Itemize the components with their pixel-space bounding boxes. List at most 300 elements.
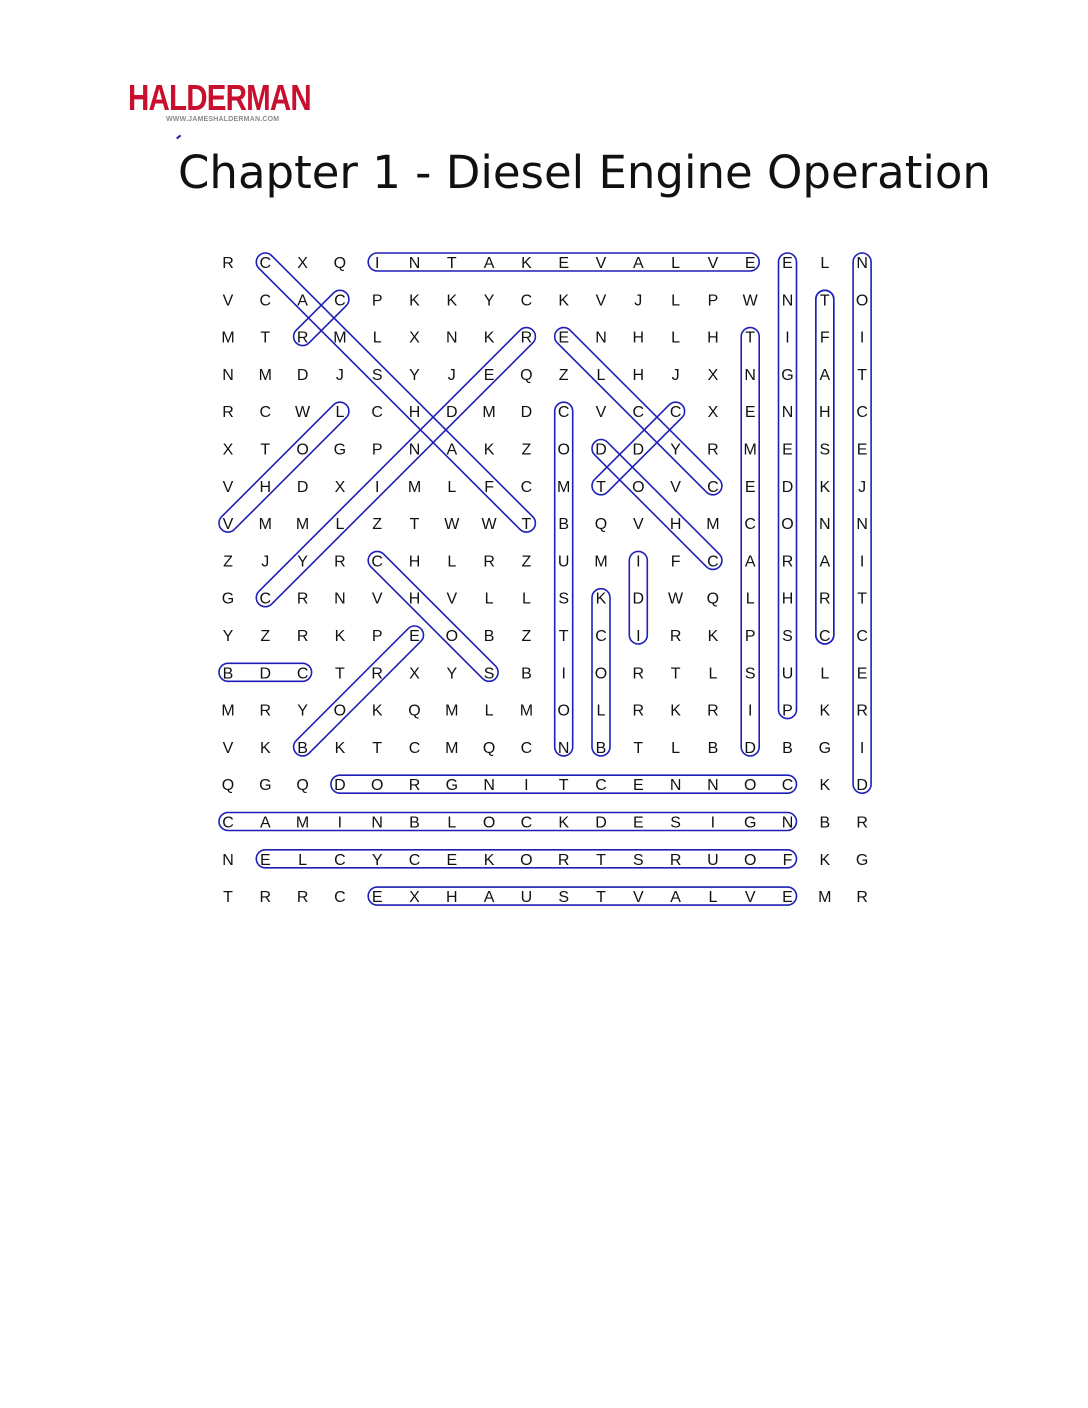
grid-letter: M — [706, 516, 720, 534]
grid-letter: D — [520, 404, 533, 422]
grid-letter: T — [521, 516, 532, 534]
grid-letter: D — [744, 739, 756, 757]
grid-letter: C — [296, 665, 309, 683]
grid-letter: O — [557, 702, 570, 720]
grid-letter: V — [595, 292, 607, 310]
grid-letter: R — [707, 441, 719, 459]
grid-letter: K — [371, 702, 383, 720]
grid-letter: X — [222, 441, 234, 459]
grid-letter: H — [408, 590, 421, 608]
grid-letter: N — [669, 777, 682, 795]
grid-letter: N — [819, 516, 831, 534]
grid-letter: C — [819, 628, 831, 645]
grid-letter: Z — [521, 441, 532, 459]
grid-letter: E — [744, 255, 756, 272]
grid-letter: Y — [371, 851, 383, 869]
grid-letter: J — [671, 366, 680, 384]
grid-letter: K — [483, 851, 495, 869]
grid-letter: X — [707, 404, 719, 422]
grid-letter: V — [222, 292, 234, 310]
grid-letter: M — [407, 478, 422, 496]
grid-letter: L — [298, 851, 308, 869]
grid-letter: U — [781, 665, 794, 683]
grid-letter: C — [557, 404, 570, 422]
grid-letter: M — [258, 516, 272, 534]
grid-letter: D — [781, 478, 794, 496]
grid-letter: V — [632, 516, 644, 534]
grid-letter: S — [371, 366, 383, 384]
grid-letter: O — [557, 441, 570, 459]
grid-letter: L — [820, 665, 830, 683]
grid-letter: T — [596, 889, 606, 907]
grid-letter: O — [743, 851, 757, 869]
grid-letter: N — [856, 255, 868, 272]
grid-letter: X — [297, 255, 308, 272]
grid-letter: P — [707, 292, 719, 310]
grid-letter: N — [781, 292, 794, 310]
grid-letter: C — [222, 814, 234, 832]
grid-letter: R — [632, 702, 645, 720]
grid-letter: B — [297, 739, 308, 757]
found-word-circle-12 — [588, 436, 725, 573]
grid-letter: R — [669, 851, 682, 869]
grid-letter: O — [855, 292, 869, 310]
grid-letter: T — [223, 889, 233, 907]
grid-letter: M — [519, 702, 534, 720]
grid-letter: C — [632, 404, 645, 422]
grid-letter: K — [483, 329, 495, 347]
grid-letter: R — [781, 553, 794, 571]
grid-letter: W — [481, 516, 497, 534]
grid-letter: L — [596, 702, 606, 720]
grid-letter: M — [333, 329, 347, 347]
grid-letter: N — [371, 814, 383, 832]
grid-letter: K — [819, 851, 831, 869]
grid-letter: R — [856, 814, 868, 832]
grid-letter: S — [670, 814, 681, 832]
grid-letter: S — [782, 628, 793, 645]
found-word-circle-14 — [364, 548, 501, 685]
grid-letter: N — [781, 404, 794, 422]
grid-letter: J — [261, 553, 270, 571]
grid-letter: C — [408, 851, 421, 869]
found-word-circle-6 — [253, 249, 540, 536]
grid-letter: A — [632, 255, 644, 272]
grid-letter: V — [595, 255, 607, 272]
grid-letter: L — [671, 292, 681, 310]
grid-letter: B — [819, 814, 831, 832]
grid-letter: R — [819, 590, 831, 608]
grid-letter: A — [297, 292, 308, 310]
grid-letter: I — [374, 478, 380, 496]
grid-letter: H — [408, 553, 421, 571]
grid-letter: O — [743, 777, 757, 795]
grid-letter: G — [818, 739, 832, 757]
grid-letter: B — [558, 516, 570, 534]
grid-letter: R — [669, 628, 682, 645]
grid-letter: S — [558, 590, 570, 608]
grid-letter: K — [334, 739, 346, 757]
grid-letter: D — [856, 777, 868, 795]
grid-letter: Y — [297, 553, 308, 571]
grid-letter: N — [856, 516, 868, 534]
grid-letter: K — [670, 702, 681, 720]
grid-letter: Q — [520, 366, 533, 384]
grid-letter: Q — [482, 739, 496, 757]
grid-letter: B — [409, 814, 420, 832]
grid-letter: L — [447, 478, 457, 496]
logo-url: WWW.JAMESHALDERMAN.COM — [166, 116, 280, 123]
grid-letter: D — [595, 441, 607, 459]
grid-letter: Y — [297, 702, 308, 720]
grid-letter: Q — [594, 516, 608, 534]
grid-letter: N — [408, 255, 421, 272]
grid-letter: O — [594, 665, 608, 683]
grid-letter: R — [296, 590, 309, 608]
grid-letter: N — [222, 851, 234, 869]
grid-letter: L — [708, 665, 718, 683]
grid-letter: C — [707, 478, 719, 496]
grid-letter: L — [671, 255, 681, 272]
grid-letter: M — [221, 702, 235, 720]
grid-letter: R — [557, 851, 570, 869]
grid-letter: N — [781, 814, 794, 832]
grid-letter: U — [557, 553, 570, 571]
grid-letter: M — [818, 889, 832, 907]
grid-letter: W — [668, 590, 684, 608]
grid-letter: Q — [296, 777, 309, 795]
grid-letter: T — [409, 516, 420, 534]
grid-letter: C — [371, 404, 383, 422]
grid-letter: M — [295, 516, 310, 534]
grid-letter: I — [747, 702, 753, 720]
grid-letter: L — [671, 739, 681, 757]
grid-letter: M — [221, 329, 235, 347]
page-title: Chapter 1 - Diesel Engine Operation — [178, 146, 991, 199]
grid-letter: C — [334, 292, 346, 310]
grid-letter: H — [669, 516, 682, 534]
grid-letter: R — [296, 628, 309, 645]
grid-letter: F — [819, 329, 830, 347]
grid-letter: L — [708, 889, 718, 907]
grid-letter: L — [820, 255, 830, 272]
grid-letter: C — [856, 628, 868, 645]
grid-letter: C — [259, 404, 272, 422]
grid-letter: I — [636, 553, 641, 571]
grid-letter: N — [595, 329, 607, 347]
grid-letter: K — [446, 292, 458, 310]
grid-letter: M — [594, 553, 608, 571]
grid-letter: S — [483, 665, 495, 683]
grid-letter: R — [222, 255, 234, 272]
grid-letter: K — [558, 292, 570, 310]
grid-letter: B — [595, 739, 607, 757]
grid-letter: T — [819, 292, 830, 310]
grid-letter: O — [333, 702, 347, 720]
grid-letter: E — [446, 851, 458, 869]
grid-letter: J — [447, 366, 456, 384]
found-word-circle-22 — [368, 887, 796, 905]
grid-letter: N — [744, 366, 756, 384]
grid-letter: V — [632, 889, 644, 907]
grid-letter: R — [259, 702, 272, 720]
grid-letter: Y — [446, 665, 458, 683]
grid-letter: H — [819, 404, 831, 422]
grid-letter: G — [445, 777, 459, 795]
grid-letter: E — [744, 404, 756, 422]
grid-letter: V — [707, 255, 719, 272]
grid-letter: P — [371, 628, 383, 645]
grid-letter: O — [445, 628, 459, 645]
grid-letter: L — [447, 553, 457, 571]
grid-letter: E — [744, 478, 756, 496]
grid-letter: T — [857, 590, 867, 608]
grid-letter: C — [520, 478, 533, 496]
grid-letter: T — [446, 255, 457, 272]
grid-letter: O — [781, 516, 794, 534]
grid-letter: L — [447, 814, 457, 832]
grid-letter: R — [856, 702, 868, 720]
grid-letter: G — [333, 441, 347, 459]
grid-letter: K — [521, 255, 532, 272]
grid-letter: A — [446, 441, 458, 459]
grid-letter: X — [409, 665, 420, 683]
grid-letter: M — [445, 702, 459, 720]
grid-letter: R — [520, 329, 533, 347]
grid-letter: C — [520, 739, 533, 757]
grid-letter: M — [445, 739, 459, 757]
grid-letter: V — [744, 889, 756, 907]
grid-letter: V — [670, 478, 681, 496]
grid-letter: Q — [706, 590, 720, 608]
grid-letter: T — [558, 628, 569, 645]
grid-letter: D — [595, 814, 607, 832]
grid-letter: D — [259, 665, 272, 683]
grid-letter: Z — [223, 553, 233, 571]
grid-letter: M — [295, 814, 310, 832]
grid-letter: K — [334, 628, 346, 645]
grid-letter: E — [782, 255, 793, 272]
grid-letter: Z — [260, 628, 271, 645]
grid-letter: K — [409, 292, 420, 310]
grid-letter: C — [408, 739, 421, 757]
grid-letter: E — [782, 889, 793, 907]
grid-letter: T — [745, 329, 756, 347]
grid-letter: O — [520, 851, 533, 869]
grid-letter: D — [296, 478, 309, 496]
grid-letter: I — [859, 553, 865, 571]
grid-letter: C — [334, 889, 346, 907]
grid-letter: O — [632, 478, 645, 496]
grid-letter: T — [260, 329, 271, 347]
grid-letter: P — [371, 292, 383, 310]
grid-letter: G — [221, 590, 235, 608]
grid-letter: H — [707, 329, 719, 347]
grid-letter: R — [632, 665, 645, 683]
grid-letter: A — [670, 889, 681, 907]
grid-letter: T — [558, 777, 569, 795]
letter-grid — [221, 255, 868, 906]
grid-letter: F — [484, 478, 494, 496]
grid-letter: Z — [521, 628, 532, 645]
grid-letter: I — [374, 255, 380, 272]
grid-letter: M — [557, 478, 571, 496]
grid-letter: L — [335, 516, 345, 534]
grid-letter: H — [632, 329, 645, 347]
grid-letter: M — [258, 366, 272, 384]
grid-letter: I — [710, 814, 716, 832]
grid-letter: M — [482, 404, 496, 422]
grid-letter: H — [446, 889, 458, 907]
grid-letter: V — [595, 404, 607, 422]
grid-letter: I — [785, 329, 790, 347]
grid-letter: P — [782, 702, 793, 720]
grid-letter: C — [669, 404, 682, 422]
grid-letter: V — [222, 478, 234, 496]
grid-letter: I — [859, 329, 865, 347]
grid-letter: Z — [372, 516, 383, 534]
grid-letter: H — [408, 404, 421, 422]
grid-letter: Y — [670, 441, 681, 459]
grid-letter: E — [782, 441, 793, 459]
grid-letter: A — [819, 366, 831, 384]
grid-letter: I — [337, 814, 343, 832]
grid-letter: K — [483, 441, 495, 459]
grid-letter: C — [520, 814, 533, 832]
grid-letter: D — [296, 366, 309, 384]
grid-letter: K — [819, 702, 831, 720]
grid-letter: D — [334, 777, 346, 795]
grid-letter: V — [371, 590, 383, 608]
grid-letter: Y — [409, 366, 420, 384]
grid-letter: R — [408, 777, 421, 795]
grid-letter: S — [744, 665, 756, 683]
grid-letter: L — [521, 590, 531, 608]
grid-letter: H — [632, 366, 645, 384]
grid-letter: A — [744, 553, 756, 571]
grid-letter: C — [520, 292, 533, 310]
grid-letter: P — [371, 441, 383, 459]
grid-letter: S — [632, 851, 644, 869]
grid-letter: Q — [221, 777, 235, 795]
grid-letter: G — [855, 851, 869, 869]
grid-letter: Y — [222, 628, 234, 645]
grid-letter: B — [483, 628, 495, 645]
grid-letter: O — [482, 814, 496, 832]
grid-letter: K — [707, 628, 719, 645]
grid-letter: R — [483, 553, 495, 571]
grid-letter: H — [259, 478, 272, 496]
grid-letter: N — [707, 777, 719, 795]
grid-letter: K — [259, 739, 271, 757]
grid-letter: C — [371, 553, 383, 571]
grid-letter: Y — [483, 292, 495, 310]
grid-letter: E — [371, 889, 383, 907]
grid-letter: T — [260, 441, 271, 459]
logo-wordmark: HALDERMAN — [128, 77, 311, 118]
grid-letter: A — [483, 889, 495, 907]
found-word-circle-13 — [215, 398, 352, 535]
grid-letter: T — [633, 739, 644, 757]
grid-letter: C — [259, 590, 272, 608]
grid-letter: I — [561, 665, 566, 683]
found-word-circles — [215, 249, 871, 905]
grid-letter: C — [781, 777, 794, 795]
grid-letter: X — [334, 478, 346, 496]
grid-letter: V — [222, 516, 234, 534]
grid-letter: E — [558, 255, 570, 272]
grid-letter: N — [557, 739, 570, 757]
grid-letter: A — [819, 553, 831, 571]
grid-letter: A — [483, 255, 495, 272]
grid-letter: E — [856, 665, 868, 683]
grid-letter: L — [484, 590, 494, 608]
grid-letter: G — [743, 814, 757, 832]
grid-letter: T — [670, 665, 681, 683]
grid-letter: L — [372, 329, 382, 347]
grid-letter: E — [632, 777, 644, 795]
grid-letter: T — [335, 665, 345, 683]
grid-letter: R — [707, 702, 719, 720]
grid-letter: G — [781, 366, 794, 384]
grid-letter: E — [409, 628, 420, 645]
grid-letter: L — [596, 366, 606, 384]
found-word-circle-18 — [290, 622, 427, 759]
grid-letter: I — [636, 628, 641, 645]
grid-letter: Z — [521, 553, 532, 571]
grid-letter: A — [259, 814, 271, 832]
grid-letter: K — [558, 814, 570, 832]
grid-letter: J — [858, 478, 867, 496]
grid-letter: N — [483, 777, 495, 795]
grid-letter: T — [596, 851, 606, 869]
grid-letter: C — [595, 777, 607, 795]
grid-letter: E — [632, 814, 644, 832]
grid-letter: B — [222, 665, 234, 683]
grid-letter: P — [744, 628, 756, 645]
grid-letter: N — [222, 366, 234, 384]
grid-letter: R — [296, 889, 309, 907]
grid-letter: I — [859, 739, 865, 757]
grid-letter: T — [596, 478, 606, 496]
grid-letter: H — [781, 590, 794, 608]
grid-letter: Q — [333, 255, 347, 272]
grid-letter: Q — [408, 702, 421, 720]
grid-letter: J — [634, 292, 643, 310]
grid-letter: X — [409, 889, 420, 907]
grid-letter: K — [819, 478, 831, 496]
grid-letter: E — [558, 329, 570, 347]
grid-letter: N — [446, 329, 458, 347]
grid-letter: C — [744, 516, 756, 534]
grid-letter: T — [372, 739, 383, 757]
grid-letter: D — [632, 590, 645, 608]
grid-letter: B — [707, 739, 719, 757]
grid-letter: L — [335, 404, 345, 422]
grid-letter: L — [484, 702, 494, 720]
found-word-circle-9 — [741, 328, 759, 756]
grid-letter: C — [595, 628, 607, 645]
grid-letter: L — [671, 329, 681, 347]
grid-letter: Z — [558, 366, 569, 384]
grid-letter: C — [259, 292, 272, 310]
grid-letter: U — [520, 889, 533, 907]
grid-letter: W — [742, 292, 758, 310]
grid-letter: J — [335, 366, 344, 384]
grid-letter: N — [334, 590, 346, 608]
grid-letter: X — [707, 366, 719, 384]
grid-letter: D — [446, 404, 458, 422]
